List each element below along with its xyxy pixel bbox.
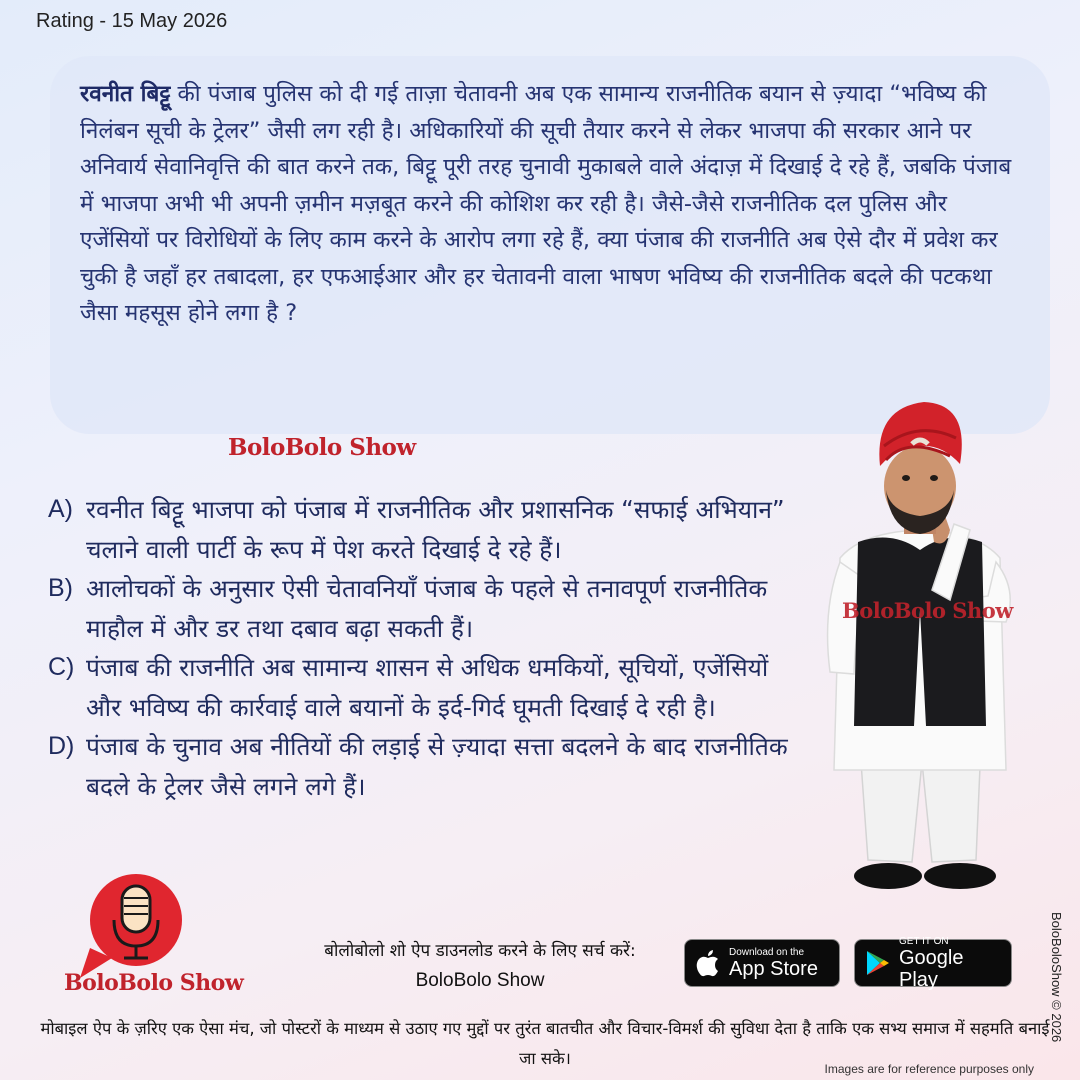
option-text: पंजाब की राजनीति अब सामान्य शासन से अधिक धमकियों, सूचियों, एजेंसियों और भविष्य की कार्रवाई वाले बयानों के इर्द-गिर्द घूमती दिखाई दे रही है।: [86, 653, 769, 722]
app-search-prompt: [260, 936, 700, 996]
app-store-small-label: Download on the: [729, 946, 805, 958]
app-store-button[interactable]: [684, 939, 840, 987]
rating-date: Rating - 15 May 2026: [36, 10, 228, 32]
watermark-overlay: BoloBolo Show: [842, 598, 1013, 623]
google-play-button[interactable]: [854, 935, 1012, 991]
footer-description: मोबाइल ऐप के ज़रिए एक ऐसा मंच, जो पोस्टरों के माध्यम से उठाए गए मुद्दों पर तुरंत बातचीत और विचार-विमर्श की सुविधा देता है ताकि एक सभ्य समाज में सहमति बनाई जा सके।: [40, 1019, 1050, 1068]
person-illustration: [800, 390, 1040, 910]
question-card: [50, 56, 1050, 434]
app-store-label: App Store: [729, 957, 818, 980]
question-text: [80, 76, 1020, 332]
option-a[interactable]: [48, 490, 808, 569]
option-text: पंजाब के चुनाव अब नीतियों की लड़ाई से ज़्यादा सत्ता बदलने के बाद राजनीतिक बदले के ट्रेलर जैसे लगने लगे हैं।: [86, 732, 788, 801]
google-play-small-label: GET IT ON: [899, 935, 949, 947]
option-letter: C): [48, 653, 75, 681]
option-c[interactable]: [48, 648, 808, 727]
option-text: रवनीत बिट्टू भाजपा को पंजाब में राजनीतिक और प्रशासनिक “सफाई अभियान” चलाने वाली पार्टी के रूप में पेश करते दिखाई दे रहे हैं।: [86, 495, 785, 564]
option-letter: A): [48, 495, 73, 523]
watermark: BoloBolo Show: [228, 434, 416, 461]
google-play-label: Google Play: [899, 946, 964, 991]
option-letter: D): [48, 732, 75, 760]
search-term: BoloBolo Show: [415, 970, 545, 991]
option-text: आलोचकों के अनुसार ऐसी चेतावनियाँ पंजाब के पहले से तनावपूर्ण राजनीतिक माहौल में और डर तथा दबाव बढ़ा सकती हैं।: [86, 574, 768, 643]
copyright: BoloBoloShow © 2026: [1049, 912, 1064, 1043]
logo-text: BoloBolo Show: [64, 970, 244, 996]
option-letter: B): [48, 574, 73, 602]
question-body: की पंजाब पुलिस को दी गई ताज़ा चेतावनी अब एक सामान्य राजनीतिक बयान से ज़्यादा “भविष्य की निलंबन सूची के ट्रेलर” जैसी लग रही है। अधिकारियों की सूची तैयार करने से लेकर भाजपा की सरकार आने पर अनिवार्य सेवानिवृत्ति की बात करने तक, बिट्टू पूरी तरह चुनावी मुकाबले वाले अंदाज़ में दिखाई दे रहे हैं, जबकि पंजाब में भाजपा अभी भी अपनी ज़मीन मज़बूत करने की कोशिश कर रही है। जैसे-जैसे राजनीतिक दल पुलिस और एजेंसियों पर विरोधियों के लिए काम करने के आरोप लगा रहे हैं, क्या पंजाब की राजनीति अब ऐसे दौर में प्रवेश कर चुकी है जहाँ हर तबादला, हर एफआईआर और हर चेतावनी वाला भाषण भविष्य की राजनीतिक बदले की पटकथा जैसा महसूस होने लगा है ?: [80, 81, 1012, 326]
options-list: [48, 490, 808, 806]
google-play-icon: [865, 949, 891, 977]
option-b[interactable]: [48, 569, 808, 648]
reference-note: Images are for reference purposes only: [824, 1062, 1034, 1076]
search-instruction: बोलोबोलो शो ऐप डाउनलोड करने के लिए सर्च करें:: [324, 941, 636, 961]
apple-icon: [695, 948, 721, 978]
option-d[interactable]: [48, 727, 808, 806]
question-subject: रवनीत बिट्टू: [80, 81, 171, 107]
